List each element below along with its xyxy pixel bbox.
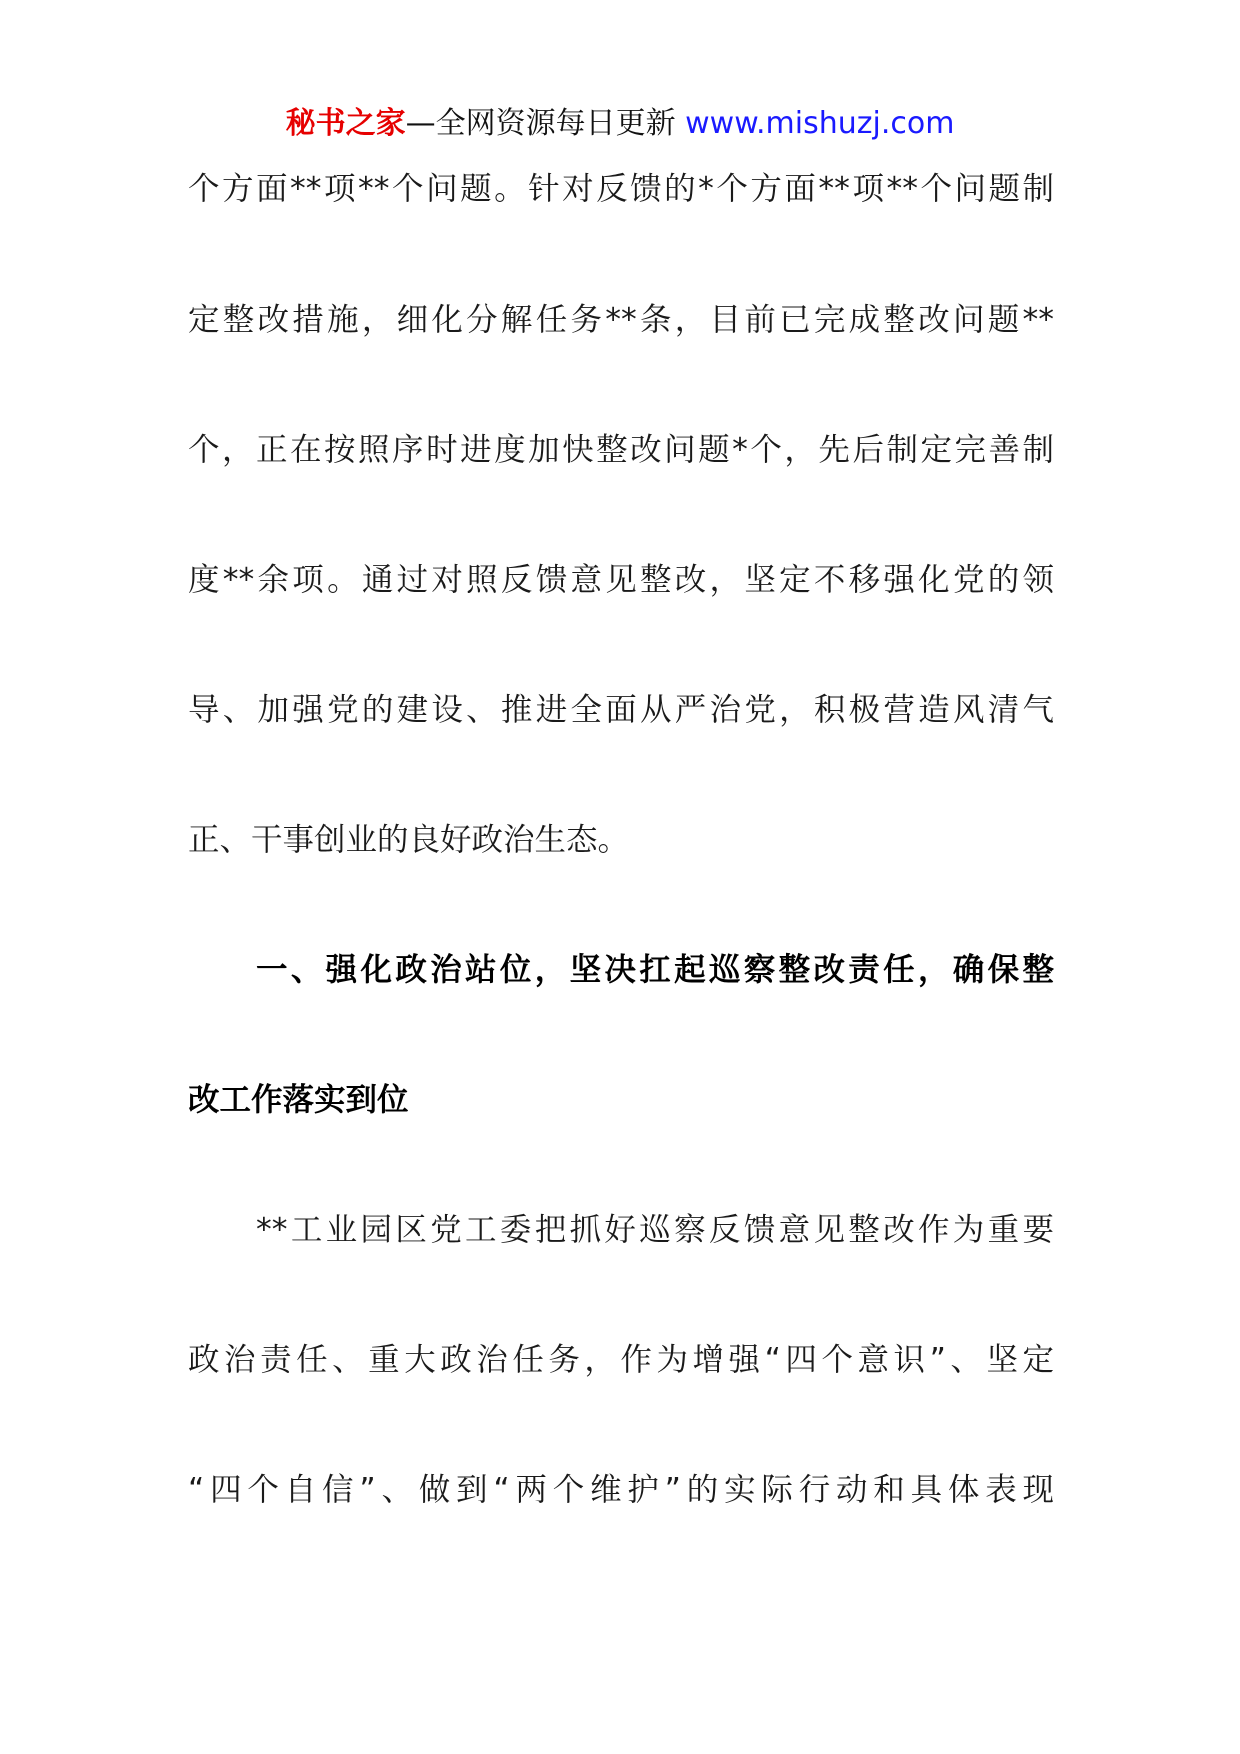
paragraph-line: “四个自信”、做到“两个维护”的实际行动和具体表现 bbox=[188, 1472, 1054, 1508]
site-brand: 秘书之家 bbox=[285, 106, 406, 141]
paragraph-line: 政治责任、重大政治任务，作为增强“四个意识”、坚定 bbox=[188, 1342, 1055, 1378]
paragraph-line: 正、干事创业的良好政治生态。 bbox=[188, 822, 630, 858]
paragraph-line: 定整改措施，细化分解任务**条，目前已完成整改问题** bbox=[188, 302, 1054, 338]
site-tagline: —全网资源每日更新 bbox=[405, 106, 686, 141]
paragraph-line: 个，正在按照序时进度加快整改问题*个，先后制定完善制 bbox=[188, 432, 1054, 468]
paragraph-line: 导、加强党的建设、推进全面从严治党，积极营造风清气 bbox=[188, 692, 1054, 728]
paragraph-line: **工业园区党工委把抓好巡察反馈意见整改作为重要 bbox=[256, 1212, 1054, 1248]
site-url-link[interactable]: www.mishuzj.com bbox=[685, 106, 955, 141]
paragraph-line: 度**余项。通过对照反馈意见整改，坚定不移强化党的领 bbox=[188, 562, 1054, 598]
section-heading: 一、强化政治站位，坚决扛起巡察整改责任，确保整 bbox=[256, 952, 1054, 988]
paragraph-line: 个方面**项**个问题。针对反馈的*个方面**项**个问题制 bbox=[188, 171, 1054, 207]
site-header bbox=[0, 102, 1240, 146]
section-heading-continued: 改工作落实到位 bbox=[188, 1082, 409, 1118]
